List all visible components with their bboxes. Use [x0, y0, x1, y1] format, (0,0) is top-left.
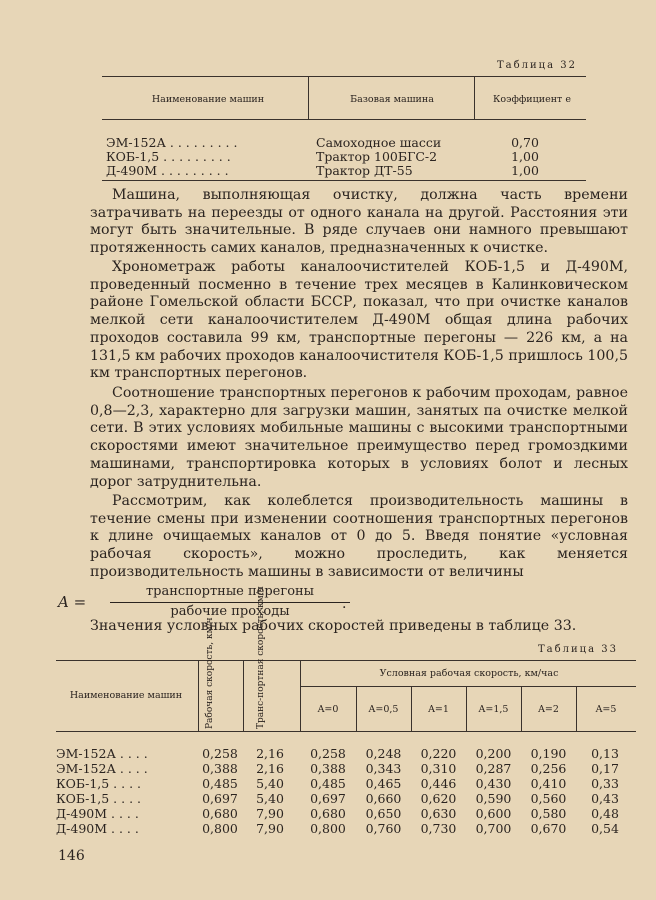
table-33-row: [56, 746, 636, 761]
coefficient: 1,00: [511, 149, 539, 164]
table-33-col-divider: [300, 661, 301, 731]
formula-numerator: транспортные перегоны: [145, 584, 315, 599]
table-33-col-divider: [198, 661, 199, 731]
speed-a0: 0,485: [310, 776, 346, 791]
machine-name: КОБ-1,5 . . . .: [56, 776, 141, 791]
speed-a2: 0,670: [530, 821, 567, 836]
work-speed: 0,485: [202, 776, 238, 791]
machine-name: ЭМ-152А . . . . . . . . .: [106, 136, 238, 150]
coefficient: 0,70: [511, 135, 539, 150]
speed-a1: 0,620: [420, 791, 457, 806]
work-speed: 0,258: [202, 746, 238, 761]
formula-denominator: рабочие проходы: [170, 604, 290, 619]
machine-name: Д-490М . . . .: [56, 821, 139, 836]
speed-a0: 0,258: [310, 746, 346, 761]
speed-a5: 0,33: [591, 776, 619, 791]
speed-a2: 0,256: [530, 761, 567, 776]
table-33-header-transport-speed: Транс-портная скорость, км/ч: [256, 586, 266, 729]
speed-a5: 0,48: [591, 806, 619, 821]
speed-a15: 0,287: [475, 761, 512, 776]
transport-speed: 7,90: [256, 806, 284, 821]
machine-name: КОБ-1,5 . . . . . . . . .: [106, 150, 231, 164]
table-32-caption: Таблица 32: [497, 60, 577, 71]
speed-a0: 0,680: [310, 806, 346, 821]
speed-a2: 0,190: [530, 746, 567, 761]
speed-a5: 0,43: [591, 791, 619, 806]
table-33-row: [56, 821, 636, 836]
base-machine: Самоходное шасси: [316, 135, 442, 150]
work-speed: 0,680: [202, 806, 238, 821]
speed-a1: 0,730: [420, 821, 457, 836]
table-32-header-base: Базовая машина: [350, 94, 434, 105]
table-32-top-rule: [102, 76, 586, 77]
speed-a15: 0,600: [475, 806, 512, 821]
a-header: A=2: [538, 704, 559, 715]
table-32-col-divider-1: [308, 77, 309, 119]
speed-a05: 0,248: [365, 746, 402, 761]
speed-a1: 0,446: [420, 776, 457, 791]
table-33-row: [56, 761, 636, 776]
speed-a15: 0,430: [475, 776, 512, 791]
speed-a05: 0,660: [365, 791, 402, 806]
a-header: A=0: [317, 704, 339, 715]
a-header: A=1,5: [478, 704, 509, 715]
table-32-row: [106, 136, 586, 150]
table-33-row: [56, 791, 636, 806]
speed-a1: 0,220: [420, 746, 457, 761]
transport-speed: 2,16: [256, 761, 284, 776]
table-33-row: [56, 806, 636, 821]
work-speed: 0,697: [202, 791, 238, 806]
table-33-header-conditional-speed: Условная рабочая скорость, км/час: [379, 668, 559, 679]
speed-a5: 0,17: [591, 761, 619, 776]
speed-a15: 0,200: [475, 746, 512, 761]
paragraph-2: Хронометраж работы каналоочистителей КОБ-1,5 и Д-490М, проведенный посменно в течение трех месяцев в Калинковическом районе Гомельской области БССР, показал, что при очистке каналов мелкой сети каналоочистителем Д-490М общая длина рабочих проходов составила 99 км, транспортные перегоны — 226 км, а на 131,5 км рабочих проходов каналоочистителя КОБ-1,5 пришлось 100,5 км транспортных перегонов.: [90, 259, 628, 382]
paragraph-4: Рассмотрим, как колеблется производительность машины в течение смены при изменении соотношения транспортных перегонов к длине очищаемых каналов от 0 до 5. Введя понятие «условная рабочая скорость», можно проследить, как меняется производительность машины в зависимости от величины: [90, 493, 628, 580]
a-header: A=1: [428, 704, 449, 715]
base-machine: Трактор ДТ-55: [316, 163, 413, 178]
paragraph-1: Машина, выполняющая очистку, должна часть времени затрачивать на переезды от одного канала на другой. Расстояния эти могут быть значительные. В ряде случаев они намного превышают протяженность самих каналов, предназначенных к очистке.: [90, 187, 628, 257]
table-33-header-name: Наименование машин: [69, 690, 183, 701]
speed-a0: 0,697: [310, 791, 346, 806]
speed-a05: 0,760: [365, 821, 402, 836]
formula-lhs: A =: [58, 593, 87, 611]
machine-name: ЭМ-152А . . . .: [56, 746, 148, 761]
transport-speed: 5,40: [256, 791, 284, 806]
table-32-col-divider-2: [474, 77, 475, 119]
speed-a2: 0,410: [530, 776, 567, 791]
speed-a5: 0,54: [591, 821, 619, 836]
machine-name: Д-490М . . . . . . . . .: [106, 164, 229, 178]
speed-a0: 0,388: [310, 761, 346, 776]
table-32-header-coef: Коэффициент e: [493, 94, 571, 105]
work-speed: 0,388: [202, 761, 238, 776]
speed-a0: 0,800: [310, 821, 346, 836]
fraction-bar: [110, 602, 350, 603]
speed-a15: 0,590: [475, 791, 512, 806]
work-speed: 0,800: [202, 821, 238, 836]
table-32-header-rule: [102, 119, 586, 120]
transport-speed: 2,16: [256, 746, 284, 761]
table-33-row: [56, 776, 636, 791]
speed-a1: 0,630: [420, 806, 457, 821]
table-33-intro: Значения условных рабочих скоростей приведены в таблице 33.: [90, 618, 577, 634]
table-33-caption: Таблица 33: [538, 644, 618, 655]
transport-speed: 5,40: [256, 776, 284, 791]
table-33-header-work-speed: Рабочая скорость, км/ч: [205, 617, 215, 729]
a-header: A=5: [595, 704, 617, 715]
speed-a2: 0,580: [530, 806, 567, 821]
a-header: A=0,5: [368, 704, 399, 715]
table-32-row: [106, 164, 586, 178]
table-33-col-divider: [243, 661, 244, 731]
transport-speed: 7,90: [256, 821, 284, 836]
speed-a1: 0,310: [420, 761, 457, 776]
table-32-bottom-rule: [102, 180, 586, 181]
paragraph-3: Соотношение транспортных перегонов к рабочим проходам, равное 0,8—2,3, характерно для загрузки машин, занятых па очистке мелкой сети. В этих условиях мобильные машины с высокими транспортными скоростями имеют значительное преимущество перед громоздкими машинами, транспортировка которых в условиях болот и лесных дорог затруднительна.: [90, 385, 628, 490]
speed-a5: 0,13: [591, 746, 619, 761]
table-33-group-rule: [300, 686, 636, 687]
table-32-header-name: Наименование машин: [151, 94, 265, 105]
coefficient: 1,00: [511, 163, 539, 178]
speed-a05: 0,465: [365, 776, 402, 791]
speed-a05: 0,650: [365, 806, 402, 821]
table-33-top-rule: [56, 660, 636, 661]
table-32-row: [106, 150, 586, 164]
base-machine: Трактор 100БГС-2: [316, 149, 438, 164]
machine-name: Д-490М . . . .: [56, 806, 139, 821]
formula-end: .: [342, 596, 347, 612]
machine-name: КОБ-1,5 . . . .: [56, 791, 141, 806]
page-number: 146: [58, 848, 85, 864]
speed-a05: 0,343: [365, 761, 402, 776]
speed-a2: 0,560: [530, 791, 567, 806]
machine-name: ЭМ-152А . . . .: [56, 761, 148, 776]
table-33-header-rule: [56, 731, 636, 732]
speed-a15: 0,700: [475, 821, 512, 836]
